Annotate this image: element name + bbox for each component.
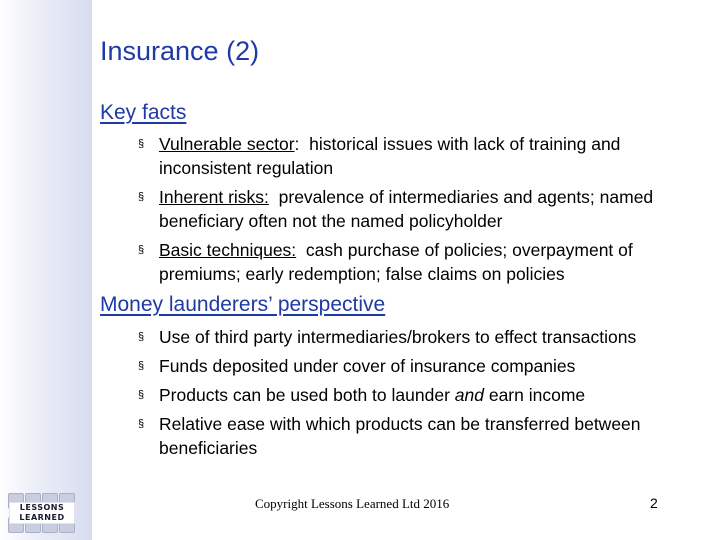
bullet-text-emphasis: and (454, 385, 484, 405)
bullet-marker: § (138, 138, 145, 150)
list-item (138, 412, 698, 460)
list-item (138, 132, 698, 180)
bullet-text: Relative ease with which products can be transferred between beneficiaries (159, 414, 641, 458)
bullet-marker: § (138, 244, 145, 256)
money-launderers-list (138, 325, 698, 465)
lessons-learned-logo (6, 493, 76, 533)
bullet-text: prevalence of intermediaries and agents; named beneficiary often not the named policyholder (159, 187, 659, 231)
bullet-text: Use of third party intermediaries/brokers to effect transactions (159, 327, 637, 347)
bullet-label: Inherent risks: (159, 187, 269, 207)
logo-line-2: LEARNED (19, 513, 65, 522)
list-item (138, 354, 698, 378)
bullet-label: Vulnerable sector (159, 134, 295, 154)
section-heading-key-facts: Key facts (100, 101, 187, 124)
bullet-text: cash purchase of policies; overpayment of premiums; early redemption; false claims on policies (159, 240, 638, 284)
bullet-text-post: earn income (483, 385, 586, 405)
list-item (138, 325, 698, 349)
list-item (138, 238, 698, 286)
key-facts-list (138, 132, 698, 291)
copyright-footer: Copyright Lessons Learned Ltd 2016 (255, 496, 450, 511)
section-heading-money-launderers: Money launderers’ perspective (100, 293, 386, 316)
bullet-marker: § (138, 418, 145, 430)
bullet-text: Funds deposited under cover of insurance companies (159, 356, 576, 376)
page-number: 2 (650, 495, 658, 511)
bullet-label: Basic techniques: (159, 240, 297, 260)
bullet-text: historical issues with lack of training and inconsistent regulation (159, 134, 626, 178)
logo-line-1: LESSONS (19, 503, 65, 512)
bullet-marker: § (138, 331, 145, 343)
bullet-marker: § (138, 389, 145, 401)
bullet-text-pre: Products can be used both to launder (159, 385, 455, 405)
slide-title: Insurance (2) (100, 36, 260, 66)
list-item (138, 185, 698, 233)
bullet-marker: § (138, 360, 145, 372)
list-item (138, 383, 698, 407)
logo-text (9, 502, 75, 524)
bullet-separator: : (294, 134, 300, 154)
side-gradient-band (0, 0, 92, 540)
bullet-marker: § (138, 191, 145, 203)
